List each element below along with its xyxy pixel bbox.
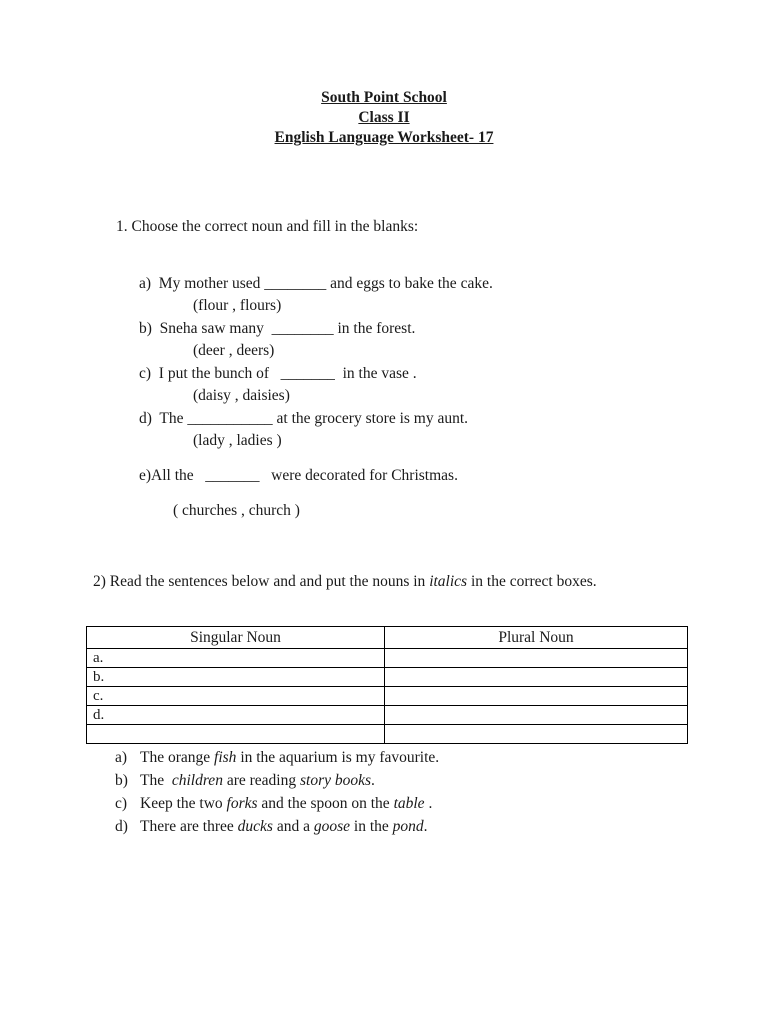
- sentence-text: and a: [272, 818, 314, 835]
- plural-cell[interactable]: [385, 668, 688, 687]
- plural-cell[interactable]: [385, 687, 688, 706]
- q1-item-b-options: (deer , deers): [193, 342, 275, 359]
- worksheet-title: English Language Worksheet- 17: [274, 129, 494, 146]
- table-row: [87, 668, 688, 687]
- q1-heading: 1. Choose the correct noun and fill in the blanks:: [116, 218, 419, 235]
- sentence-text: are reading: [222, 772, 300, 789]
- sentence-text: .: [424, 795, 433, 812]
- italic-noun: children: [171, 772, 223, 789]
- q1-item-c: [139, 365, 417, 383]
- sentence-label: d): [115, 818, 128, 835]
- singular-cell[interactable]: c.: [87, 687, 385, 706]
- plural-cell[interactable]: [385, 706, 688, 725]
- item-text: Sneha saw many ________ in the forest.: [159, 320, 416, 337]
- sentence-c: [115, 795, 432, 813]
- q1-item-a: [139, 275, 493, 293]
- sentence-d: [115, 818, 428, 836]
- item-label: e): [139, 467, 152, 484]
- table-row: [87, 687, 688, 706]
- item-text: My mother used ________ and eggs to bake the cake.: [158, 275, 493, 292]
- sentence-text: Keep the two: [140, 795, 227, 812]
- sentence-text: and the spoon on the: [257, 795, 394, 812]
- italic-noun: goose: [313, 818, 351, 835]
- sentence-text: The: [140, 772, 172, 789]
- item-text: The ___________ at the grocery store is my aunt.: [159, 410, 469, 427]
- table-row: [87, 725, 688, 744]
- item-label: a): [139, 275, 152, 292]
- singular-cell[interactable]: a.: [87, 649, 385, 668]
- sentence-label: c): [115, 795, 128, 812]
- singular-cell[interactable]: [87, 725, 385, 744]
- table-header-row: [87, 627, 688, 649]
- q1-item-c-options: (daisy , daisies): [193, 387, 290, 404]
- sentence-text: .: [371, 772, 375, 789]
- school-name: South Point School: [321, 89, 447, 106]
- item-text: All the _______ were decorated for Christmas.: [151, 467, 458, 484]
- italic-noun: fish: [214, 749, 237, 766]
- sentence-text: in the: [350, 818, 393, 835]
- q1-item-e: [139, 467, 458, 485]
- sentence-a: [115, 749, 439, 767]
- class-label: Class II: [358, 109, 410, 126]
- q2-heading-post: in the correct boxes.: [467, 573, 597, 590]
- singular-cell[interactable]: d.: [87, 706, 385, 725]
- item-label: b): [139, 320, 152, 337]
- item-label: c): [139, 365, 152, 382]
- table-row: [87, 706, 688, 725]
- plural-cell[interactable]: [385, 649, 688, 668]
- singular-cell[interactable]: b.: [87, 668, 385, 687]
- sentence-text: in the aquarium is my favourite.: [236, 749, 440, 766]
- q1-item-b: [139, 320, 415, 338]
- plural-cell[interactable]: [385, 725, 688, 744]
- italic-noun: table: [393, 795, 425, 812]
- italic-noun: forks: [226, 795, 258, 812]
- sentence-text: The orange: [140, 749, 215, 766]
- sentence-label: a): [115, 749, 128, 766]
- q1-item-d-options: (lady , ladies ): [193, 432, 282, 449]
- q1-item-e-options: ( churches , church ): [173, 502, 300, 519]
- sentence-label: b): [115, 772, 128, 789]
- q2-heading-pre: 2) Read the sentences below and and put the nouns in: [93, 573, 430, 590]
- item-text: I put the bunch of _______ in the vase .: [158, 365, 417, 382]
- noun-table: [86, 626, 688, 744]
- italic-noun: pond: [392, 818, 424, 835]
- q2-heading-italic: italics: [429, 573, 468, 590]
- header-plural-noun: Plural Noun: [385, 627, 688, 649]
- item-label: d): [139, 410, 152, 427]
- italic-noun: ducks: [237, 818, 273, 835]
- q1-item-a-options: (flour , flours): [193, 297, 282, 314]
- italic-noun: story books: [299, 772, 372, 789]
- q2-heading: [93, 570, 675, 593]
- q1-item-d: [139, 410, 468, 428]
- sentence-text: There are three: [140, 818, 238, 835]
- header-singular-noun: Singular Noun: [87, 627, 385, 649]
- table-row: [87, 649, 688, 668]
- sentence-b: [115, 772, 375, 790]
- sentence-text: .: [423, 818, 428, 835]
